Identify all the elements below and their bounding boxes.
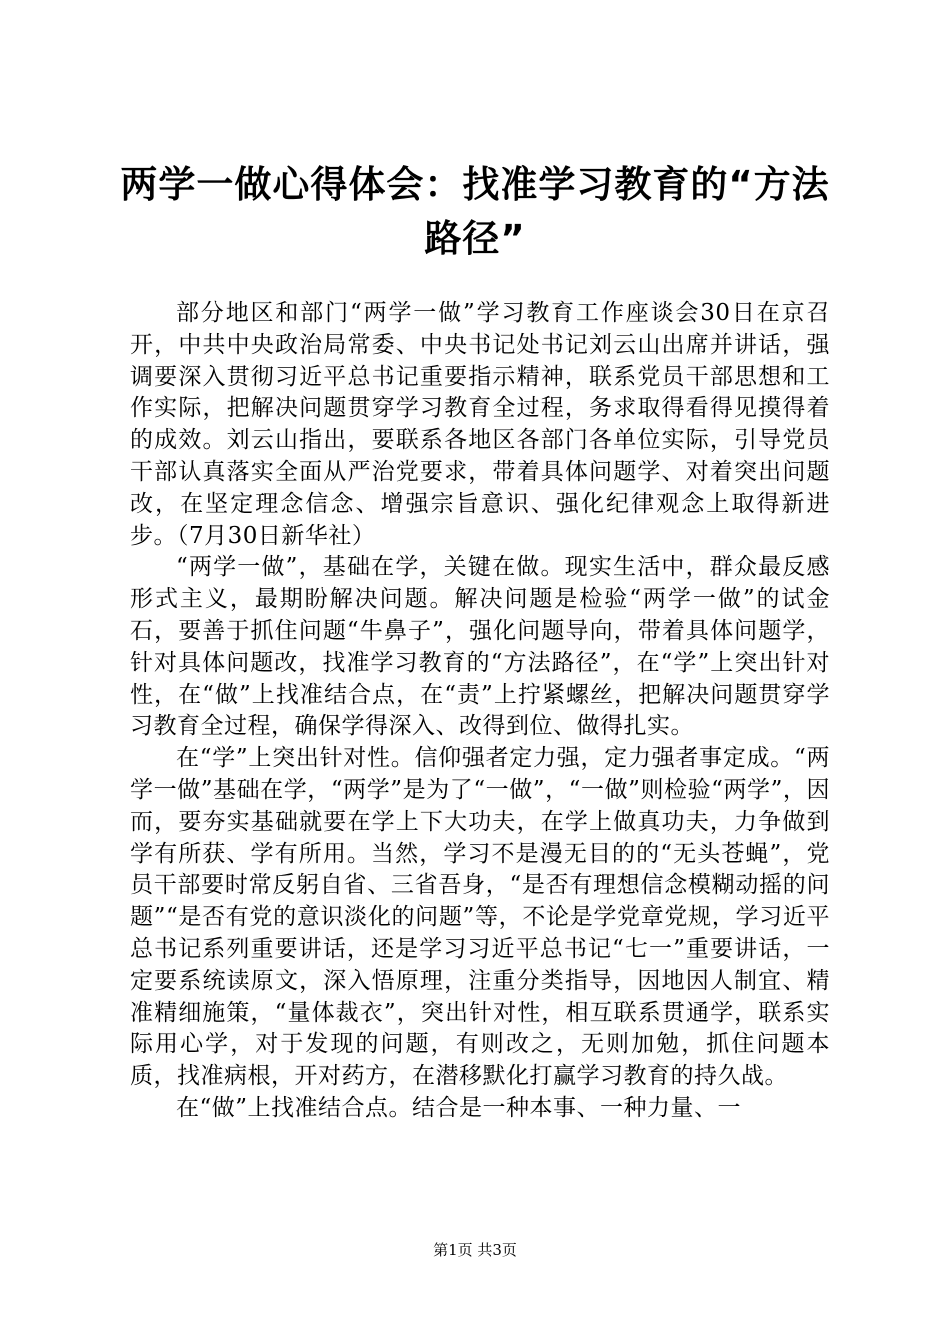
- paragraph-3: 在“学”上突出针对性。信仰强者定力强，定力强者事定成。“两学一做”基础在学，“两学”是为了“一做”，“一做”则检验“两学”，因而，要夯实基础就要在学上下大功夫，在学上做真功夫，力争做到学有所获、学有所用。当然，学习不是漫无目的的“无头苍蝇”，党员干部要时常反躬自省、三省吾身，“是否有理想信念模糊动摇的问题”“是否有党的意识淡化的问题”等，不论是学党章党规，学习近平总书记系列重要讲话，还是学习习近平总书记“七一”重要讲话，一定要系统读原文，深入悟原理，注重分类指导，因地因人制宜、精准精细施策，“量体裁衣”，突出针对性，相互联系贯通学，联系实际用心学，对于发现的问题，有则改之，无则加勉，抓住问题本质，找准病根，开对药方，在潜移默化打赢学习教育的持久战。: [130, 745, 830, 1090]
- paragraph-4: 在“做”上找准结合点。结合是一种本事、一种力量、一: [176, 1094, 742, 1121]
- document-title: 两学一做心得体会：找准学习教育的“方法路径”: [120, 163, 830, 260]
- paragraph-2: “两学一做”，基础在学，关键在做。现实生活中，群众最反感形式主义，最期盼解决问题。解决问题是检验“两学一做”的试金石，要善于抓住问题“牛鼻子”，强化问题导向，带着具体问题学，针对具体问题改，找准学习教育的“方法路径”，在“学”上突出针对性，在“做”上找准结合点，在“责”上拧紧螺丝，把解决问题贯穿学习教育全过程，确保学得深入、改得到位、做得扎实。: [130, 554, 830, 740]
- page-footer: [0, 1240, 950, 1260]
- paragraph-1: 部分地区和部门“两学一做”学习教育工作座谈会30日在京召开，中共中央政治局常委、中央书记处书记刘云山出席并讲话，强调要深入贯彻习近平总书记重要指示精神，联系党员干部思想和工作实际，把解决问题贯穿学习教育全过程，务求取得看得见摸得着的成效。刘云山指出，要联系各地区各部门各单位实际，引导党员干部认真落实全面从严治党要求，带着具体问题学、对着突出问题改，在坚定理念信念、增强宗旨意识、强化纪律观念上取得新进步。（7月30日新华社）: [130, 300, 830, 549]
- document-body: [130, 298, 830, 1125]
- page-number-indicator: 第1页 共3页: [433, 1241, 517, 1259]
